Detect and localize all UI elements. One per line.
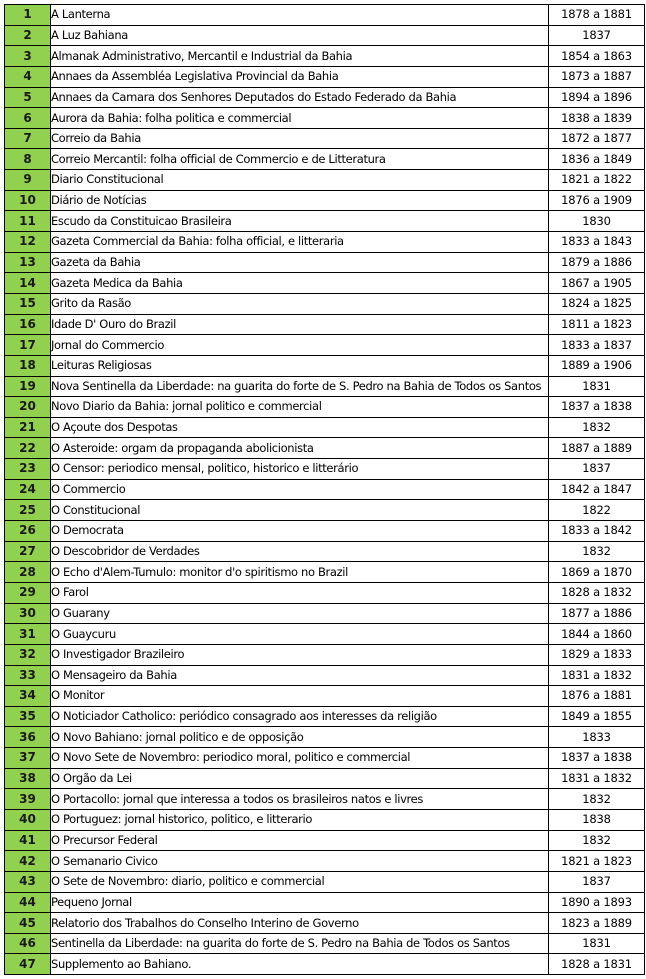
row-number: 40 (5, 809, 51, 830)
row-number: 6 (5, 108, 51, 129)
publication-years: 1889 a 1906 (549, 355, 645, 376)
publication-title: O Sete de Novembro: diario, politico e commercial (51, 871, 549, 892)
publication-title: Gazeta da Bahia (51, 252, 549, 273)
publication-years: 1823 a 1889 (549, 913, 645, 934)
publication-years: 1831 a 1832 (549, 768, 645, 789)
table-row (5, 25, 645, 46)
publication-years: 1894 a 1896 (549, 87, 645, 108)
publication-years: 1833 (549, 727, 645, 748)
publication-years: 1821 a 1823 (549, 851, 645, 872)
table-row (5, 87, 645, 108)
table-row (5, 748, 645, 769)
table-row (5, 335, 645, 356)
row-number: 28 (5, 562, 51, 583)
row-number: 16 (5, 314, 51, 335)
table-row (5, 871, 645, 892)
publication-years: 1838 a 1839 (549, 108, 645, 129)
publication-years: 1837 a 1838 (549, 748, 645, 769)
table-row (5, 892, 645, 913)
table-row (5, 913, 645, 934)
row-number: 1 (5, 5, 51, 26)
row-number: 37 (5, 748, 51, 769)
table-row (5, 644, 645, 665)
publication-years: 1877 a 1886 (549, 603, 645, 624)
row-number: 35 (5, 706, 51, 727)
table-row (5, 397, 645, 418)
publication-title: O Novo Sete de Novembro: periodico moral, politico e commercial (51, 748, 549, 769)
publication-years: 1867 a 1905 (549, 273, 645, 294)
publication-years: 1833 a 1842 (549, 521, 645, 542)
publication-years: 1832 (549, 789, 645, 810)
row-number: 44 (5, 892, 51, 913)
publication-years: 1833 a 1837 (549, 335, 645, 356)
publication-years: 1836 a 1849 (549, 149, 645, 170)
row-number: 24 (5, 479, 51, 500)
row-number: 41 (5, 830, 51, 851)
publication-title: Almanak Administrativo, Mercantil e Industrial da Bahia (51, 46, 549, 67)
row-number: 39 (5, 789, 51, 810)
publication-years: 1821 a 1822 (549, 170, 645, 191)
row-number: 18 (5, 355, 51, 376)
publication-title: Correio Mercantil: folha official de Commercio e de Litteratura (51, 149, 549, 170)
row-number: 8 (5, 149, 51, 170)
row-number: 7 (5, 128, 51, 149)
row-number: 9 (5, 170, 51, 191)
publication-years: 1887 a 1889 (549, 438, 645, 459)
publication-title: Diário de Notícias (51, 190, 549, 211)
publication-title: Sentinella da Liberdade: na guarita do forte de S. Pedro na Bahia de Todos os Santos (51, 933, 549, 954)
publication-years: 1837 a 1838 (549, 397, 645, 418)
table-row (5, 376, 645, 397)
publication-title: Diario Constitucional (51, 170, 549, 191)
table-row (5, 954, 645, 975)
publication-years: 1831 a 1832 (549, 665, 645, 686)
table-row (5, 727, 645, 748)
publication-title: Gazeta Commercial da Bahia: folha official, e litteraria (51, 232, 549, 253)
newspaper-list-table (4, 4, 645, 975)
publication-years: 1829 a 1833 (549, 644, 645, 665)
table-row (5, 417, 645, 438)
publication-years: 1872 a 1877 (549, 128, 645, 149)
publication-title: O Mensageiro da Bahia (51, 665, 549, 686)
publication-title: O Farol (51, 582, 549, 603)
publication-title: Annaes da Assembléa Legislativa Provincial da Bahia (51, 66, 549, 87)
publication-years: 1811 a 1823 (549, 314, 645, 335)
publication-title: Novo Diario da Bahia: jornal politico e commercial (51, 397, 549, 418)
publication-years: 1837 (549, 871, 645, 892)
row-number: 45 (5, 913, 51, 934)
row-number: 25 (5, 500, 51, 521)
publication-title: Correio da Bahia (51, 128, 549, 149)
publication-title: Escudo da Constituicao Brasileira (51, 211, 549, 232)
publication-title: O Monitor (51, 686, 549, 707)
publication-title: A Luz Bahiana (51, 25, 549, 46)
table-row (5, 293, 645, 314)
publication-years: 1837 (549, 459, 645, 480)
publication-title: O Descobridor de Verdades (51, 541, 549, 562)
row-number: 34 (5, 686, 51, 707)
table-row (5, 355, 645, 376)
publication-years: 1830 (549, 211, 645, 232)
row-number: 3 (5, 46, 51, 67)
publication-title: Aurora da Bahia: folha politica e commercial (51, 108, 549, 129)
publication-title: O Portacollo: jornal que interessa a todos os brasileiros natos e livres (51, 789, 549, 810)
table-row (5, 603, 645, 624)
publication-title: Idade D' Ouro do Brazil (51, 314, 549, 335)
publication-years: 1833 a 1843 (549, 232, 645, 253)
row-number: 38 (5, 768, 51, 789)
table-row (5, 459, 645, 480)
row-number: 42 (5, 851, 51, 872)
publication-years: 1878 a 1881 (549, 5, 645, 26)
row-number: 21 (5, 417, 51, 438)
row-number: 46 (5, 933, 51, 954)
row-number: 14 (5, 273, 51, 294)
publication-years: 1832 (549, 830, 645, 851)
publication-title: O Asteroide: orgam da propaganda abolicionista (51, 438, 549, 459)
publication-title: O Guarany (51, 603, 549, 624)
table-row (5, 232, 645, 253)
publication-years: 1828 a 1832 (549, 582, 645, 603)
publication-title: Relatorio dos Trabalhos do Conselho Interino de Governo (51, 913, 549, 934)
row-number: 10 (5, 190, 51, 211)
publication-title: Grito da Rasão (51, 293, 549, 314)
table-row (5, 170, 645, 191)
table-row (5, 273, 645, 294)
publication-years: 1831 (549, 376, 645, 397)
row-number: 15 (5, 293, 51, 314)
table-row (5, 128, 645, 149)
publication-years: 1842 a 1847 (549, 479, 645, 500)
row-number: 2 (5, 25, 51, 46)
publication-title: O Echo d'Alem-Tumulo: monitor d'o spiritismo no Brazil (51, 562, 549, 583)
row-number: 36 (5, 727, 51, 748)
row-number: 47 (5, 954, 51, 975)
publication-title: O Semanario Civico (51, 851, 549, 872)
publication-title: O Democrata (51, 521, 549, 542)
table-row (5, 252, 645, 273)
table-row (5, 5, 645, 26)
publication-years: 1837 (549, 25, 645, 46)
row-number: 13 (5, 252, 51, 273)
publication-years: 1844 a 1860 (549, 624, 645, 645)
publication-years: 1854 a 1863 (549, 46, 645, 67)
publication-years: 1838 (549, 809, 645, 830)
row-number: 11 (5, 211, 51, 232)
publication-title: O Precursor Federal (51, 830, 549, 851)
publication-title: O Novo Bahiano: jornal politico e de opposição (51, 727, 549, 748)
publication-years: 1849 a 1855 (549, 706, 645, 727)
publication-years: 1890 a 1893 (549, 892, 645, 913)
table-row (5, 624, 645, 645)
table-row (5, 851, 645, 872)
publication-title: Nova Sentinella da Liberdade: na guarita do forte de S. Pedro na Bahia de Todos os Santos (51, 376, 549, 397)
table-row (5, 211, 645, 232)
row-number: 5 (5, 87, 51, 108)
row-number: 20 (5, 397, 51, 418)
publication-title: O Investigador Brazileiro (51, 644, 549, 665)
publication-title: O Orgão da Lei (51, 768, 549, 789)
row-number: 26 (5, 521, 51, 542)
table-body (5, 5, 645, 975)
publication-title: O Açoute dos Despotas (51, 417, 549, 438)
publication-years: 1824 a 1825 (549, 293, 645, 314)
table-row (5, 479, 645, 500)
publication-years: 1832 (549, 417, 645, 438)
row-number: 23 (5, 459, 51, 480)
row-number: 32 (5, 644, 51, 665)
table-row (5, 789, 645, 810)
publication-years: 1869 a 1870 (549, 562, 645, 583)
publication-years: 1822 (549, 500, 645, 521)
table-row (5, 809, 645, 830)
row-number: 33 (5, 665, 51, 686)
table-row (5, 541, 645, 562)
publication-years: 1876 a 1909 (549, 190, 645, 211)
table-row (5, 66, 645, 87)
publication-years: 1832 (549, 541, 645, 562)
publication-title: O Constitucional (51, 500, 549, 521)
table-row (5, 108, 645, 129)
table-row (5, 933, 645, 954)
publication-years: 1831 (549, 933, 645, 954)
publication-years: 1873 a 1887 (549, 66, 645, 87)
table-row (5, 438, 645, 459)
publication-title: O Commercio (51, 479, 549, 500)
row-number: 19 (5, 376, 51, 397)
table-row (5, 314, 645, 335)
publication-title: Annaes da Camara dos Senhores Deputados do Estado Federado da Bahia (51, 87, 549, 108)
publication-title: Jornal do Commercio (51, 335, 549, 356)
publication-title: O Guaycuru (51, 624, 549, 645)
publication-title: O Noticiador Catholico: periódico consagrado aos interesses da religião (51, 706, 549, 727)
row-number: 29 (5, 582, 51, 603)
row-number: 12 (5, 232, 51, 253)
row-number: 17 (5, 335, 51, 356)
table-row (5, 149, 645, 170)
publication-years: 1879 a 1886 (549, 252, 645, 273)
publication-title: Leituras Religiosas (51, 355, 549, 376)
table-row (5, 521, 645, 542)
publication-title: O Censor: periodico mensal, politico, historico e litterário (51, 459, 549, 480)
publication-title: O Portuguez: jornal historico, politico, e litterario (51, 809, 549, 830)
publication-years: 1828 a 1831 (549, 954, 645, 975)
table-row (5, 46, 645, 67)
table-row (5, 500, 645, 521)
row-number: 4 (5, 66, 51, 87)
table-row (5, 582, 645, 603)
publication-title: Gazeta Medica da Bahia (51, 273, 549, 294)
table-row (5, 562, 645, 583)
row-number: 31 (5, 624, 51, 645)
publication-years: 1876 a 1881 (549, 686, 645, 707)
row-number: 30 (5, 603, 51, 624)
publication-title: A Lanterna (51, 5, 549, 26)
table-row (5, 686, 645, 707)
row-number: 43 (5, 871, 51, 892)
row-number: 22 (5, 438, 51, 459)
table-row (5, 190, 645, 211)
publication-title: Supplemento ao Bahiano. (51, 954, 549, 975)
table-row (5, 706, 645, 727)
table-row (5, 768, 645, 789)
table-row (5, 830, 645, 851)
table-row (5, 665, 645, 686)
row-number: 27 (5, 541, 51, 562)
publication-title: Pequeno Jornal (51, 892, 549, 913)
